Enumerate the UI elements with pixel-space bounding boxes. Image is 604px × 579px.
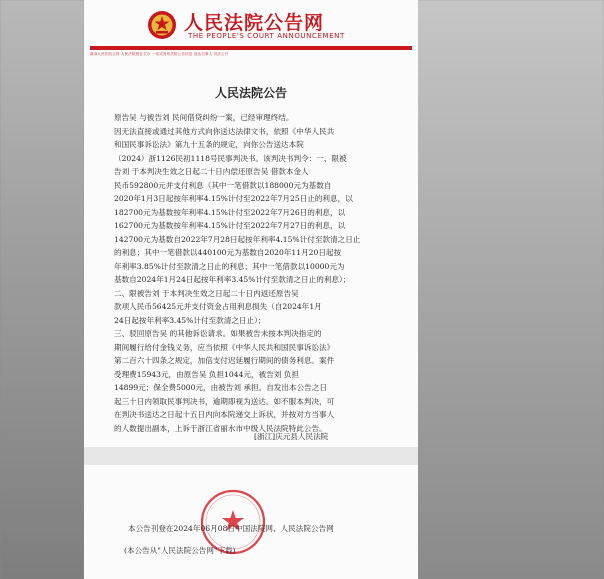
body-line: 14899元；保全费5000元，由被告刘 承担。自发出本公告之日 [114,383,327,392]
body-line: 在判决书送达之日起十五日内向本院递交上诉状，并按对方当事人 [114,410,335,419]
body-line: 起三十日内领取民事判决书，逾期即视为送达。如不服本判决，可 [114,396,335,406]
body-line: 基数自2024年1月24日起按年利率3.45%计付至款清之日止的利息）； [114,275,351,284]
body-line: 第二百六十四条之规定，加倍支付迟延履行期间的债务利息。案件 [114,356,335,365]
court-emblem-icon [147,10,177,40]
body-line: 的利息；其中一笔借款以440100元为基数自2020年11月20日起按 [114,248,342,257]
header-banner-strip: 最高人民法院主管 人民法院报社主办 一站式发布法院公告信息 送达当事人 司法公开 [90,52,229,56]
body-line: 和国民事诉讼法》第九十五条的规定，向你公告送达本院 [114,140,304,149]
document-body [114,111,394,435]
body-line: （2024）浙1126民初1118号民事判决书。该判决书判令：一、限被 [114,153,347,163]
publish-note: 本公告刊登在2024年06月08日中国法院网、人民法院公告网 [128,524,334,533]
body-line: 182700元为基数按年利率4.15%计付至2022年7月26日的利息，以 [114,207,346,217]
body-line: 受理费15943元，由原告吴 负担1044元，被告刘 负担 [114,369,299,379]
body-line: 款项人民币56425元并支付资金占用利息损失（自2024年1月 [114,302,322,311]
site-title: 人民法院公告网 [184,12,325,34]
body-line: 因无法直接或通过其他方式向你送达法律文书，依照《中华人民共 [114,126,335,136]
body-line: 2020年1月3日起按年利率4.15%计付至2022年7月25日止的利息，以 [114,194,353,203]
document-title: 人民法院公告 [214,86,287,100]
site-subtitle: THE PEOPLE'S COURT ANNOUNCEMENT [188,32,345,40]
background-left [0,0,84,579]
site-header [84,4,418,44]
court-signature: [浙江]庆元县人民法院 [254,432,329,441]
body-line: 期间履行给付金钱义务，应当依照《中华人民共和国民事诉讼法》 [114,342,335,352]
body-line: 的人数提出副本，上诉于浙江省丽水市中级人民法院特此公告。 [114,423,327,433]
announcement-page [84,0,418,579]
download-note: (本公告从"人民法院公告网"下载) [124,546,236,555]
body-line: 民币592800元并支付利息（其中一笔借款以188000元为基数自 [114,180,332,190]
body-line: 年利率3.85%计付至款清之日止的利息；其中一笔借款以10000元为 [114,261,345,271]
body-line: 原告吴 与被告刘 民间借贷纠纷一案，已经审理终结。 [114,113,294,122]
body-line: 告刘 于本判决生效之日起二十日内偿还原告吴 借款本金人 [114,167,309,176]
body-line: 162700元为基数按年利率4.15%计付至2022年7月27日的利息，以 [114,221,346,230]
body-line: 二、限被告刘 于本判决生效之日起二十日内返还原告吴 [114,288,299,298]
body-line: 三、驳回原告吴 的其他诉讼请求。如果被告未按本判决指定的 [114,329,322,338]
background-right [414,0,604,579]
body-line: 24日起按年利率3.45%计付至款清之日止）； [114,315,266,325]
body-line: 142700元为基数自2022年7月28日起按年利率4.15%计付至款清之日止 [114,234,361,244]
page-gap-divider [84,447,418,465]
header-red-bar [90,46,412,50]
